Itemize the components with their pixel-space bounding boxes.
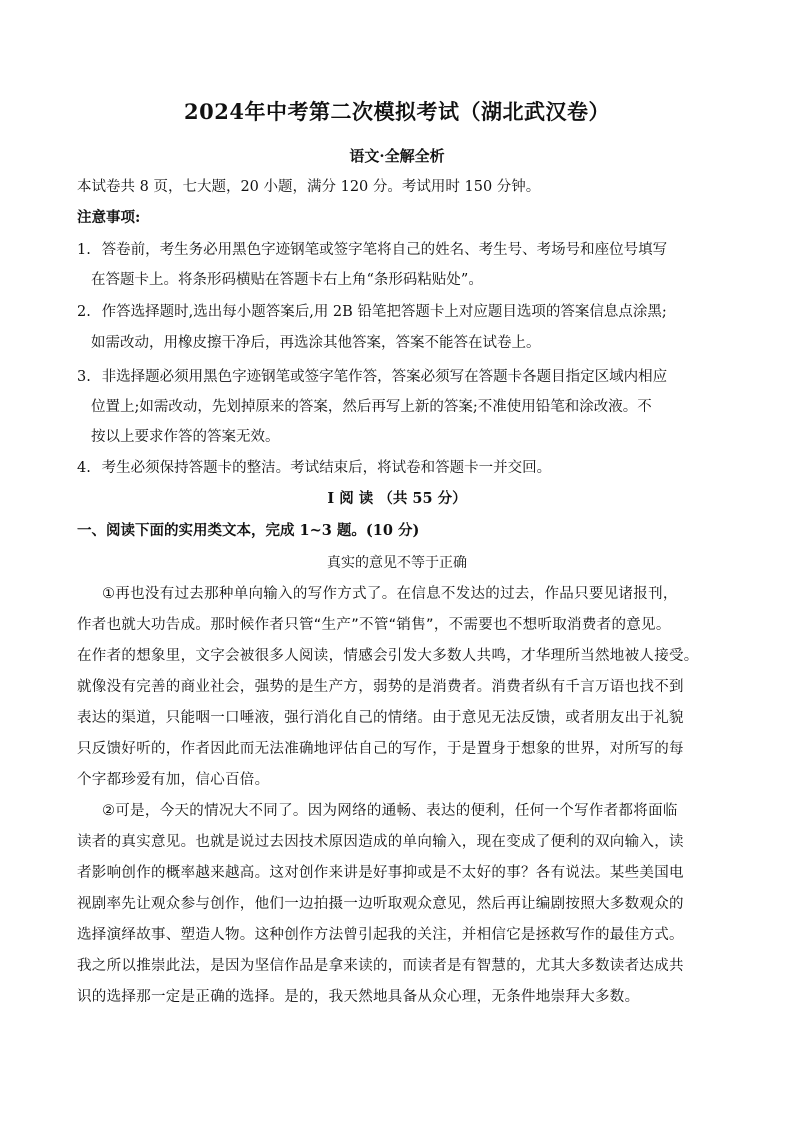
notice-item-number: 1. <box>77 242 91 258</box>
question-heading: 一、阅读下面的实用类文本，完成 1~3 题。(10 分) <box>77 522 420 539</box>
article-p2-line-6: 我之所以推崇此法，是因为坚信作品是拿来读的，而读者是有智慧的，尤其大多数读者达成共 <box>77 958 684 974</box>
article-p1-line-4: 就像没有完善的商业社会，强势的是生产方，弱势的是消费者。消费者纵有千言万语也找不到 <box>77 679 684 695</box>
notice-item-3-cont-1: 位置上;如需改动，先划掉原来的答案，然后再写上新的答案;不准使用铅笔和涂改液。不 <box>91 399 652 415</box>
page-title: 2024年中考第二次模拟考试（湖北武汉卷） <box>184 99 610 124</box>
notice-item-1-cont: 在答题卡上。将条形码横贴在答题卡右上角“条形码粘贴处”。 <box>91 272 483 288</box>
article-p2-line-4: 视剧率先让观众参与创作，他们一边拍摄一边听取观众意见，然后再让编剧按照大多数观众的 <box>77 896 684 912</box>
notice-item-4 <box>77 458 551 478</box>
article-p1-line-2: 作者也就大功告成。那时候作者只管“生产”不管“销售”，不需要也不想听取消费者的意见。 <box>77 617 671 633</box>
notice-item-3-cont-2: 按以上要求作答的答案无效。 <box>91 429 280 445</box>
article-p2-line-2: 读者的真实意见。也就是说过去因技术原因造成的单向输入，现在变成了便利的双向输入，读 <box>77 834 684 850</box>
notice-item-text: 作答选择题时,选出每小题答案后,用 2B 铅笔把答题卡上对应题目选项的答案信息点涂黑; <box>101 304 667 320</box>
notice-item-number: 2. <box>77 304 91 320</box>
notice-item-text: 非选择题必须用黑色字迹钢笔或签字笔作答，答案必须写在答题卡各题目指定区域内相应 <box>101 369 668 385</box>
exam-intro: 本试卷共 8 页，七大题，20 小题，满分 120 分。考试用时 150 分钟。 <box>77 179 541 195</box>
page-subtitle: 语文·全解全析 <box>349 147 445 165</box>
notice-item-number: 3. <box>77 369 91 385</box>
notice-item-number: 4. <box>77 460 91 476</box>
article-p1-line-3: 在作者的想象里，文字会被很多人阅读，情感会引发大多数人共鸣，才华理所当然地被人接受。 <box>77 648 699 664</box>
article-p1-line-1: ①再也没有过去那种单向输入的写作方式了。在信息不发达的过去，作品只要见诸报刊， <box>102 586 678 602</box>
notice-item-text: 考生必须保持答题卡的整洁。考试结束后，将试卷和答题卡一并交回。 <box>101 460 552 476</box>
article-title: 真实的意见不等于正确 <box>327 555 467 571</box>
notice-item-2-cont: 如需改动，用橡皮擦干净后，再选涂其他答案，答案不能答在试卷上。 <box>91 335 541 351</box>
article-p1-line-5: 表达的渠道，只能咽一口唾液，强行消化自己的情绪。由于意见无法反馈，或者朋友出于礼貌 <box>77 710 684 726</box>
notice-heading: 注意事项: <box>77 209 141 226</box>
article-p2-line-3: 者影响创作的概率越来越高。这对创作来讲是好事抑或是不太好的事？各有说法。某些美国电 <box>77 865 684 881</box>
article-p1-line-7: 个字都珍爱有加，信心百倍。 <box>77 772 270 788</box>
article-p2-line-7: 识的选择那一定是正确的选择。是的，我天然地具备从众心理，无条件地崇拜大多数。 <box>77 989 640 1005</box>
notice-item-2 <box>77 302 667 322</box>
article-p2-line-5: 选择演绎故事、塑造人物。这种创作方法曾引起我的关注，并相信它是拯救写作的最佳方式。 <box>77 927 684 943</box>
part-heading: I 阅 读 （共 55 分） <box>327 490 467 507</box>
notice-item-text: 答卷前，考生务必用黑色字迹钢笔或签字笔将自己的姓名、考生号、考场号和座位号填写 <box>101 242 668 258</box>
article-p1-line-6: 只反馈好听的，作者因此而无法准确地评估自己的写作，于是置身于想象的世界，对所写的每 <box>77 741 684 757</box>
notice-item-3 <box>77 367 667 387</box>
article-p2-line-1: ②可是，今天的情况大不同了。因为网络的通畅、表达的便利，任何一个写作者都将面临 <box>102 803 678 819</box>
notice-item-1 <box>77 240 667 260</box>
